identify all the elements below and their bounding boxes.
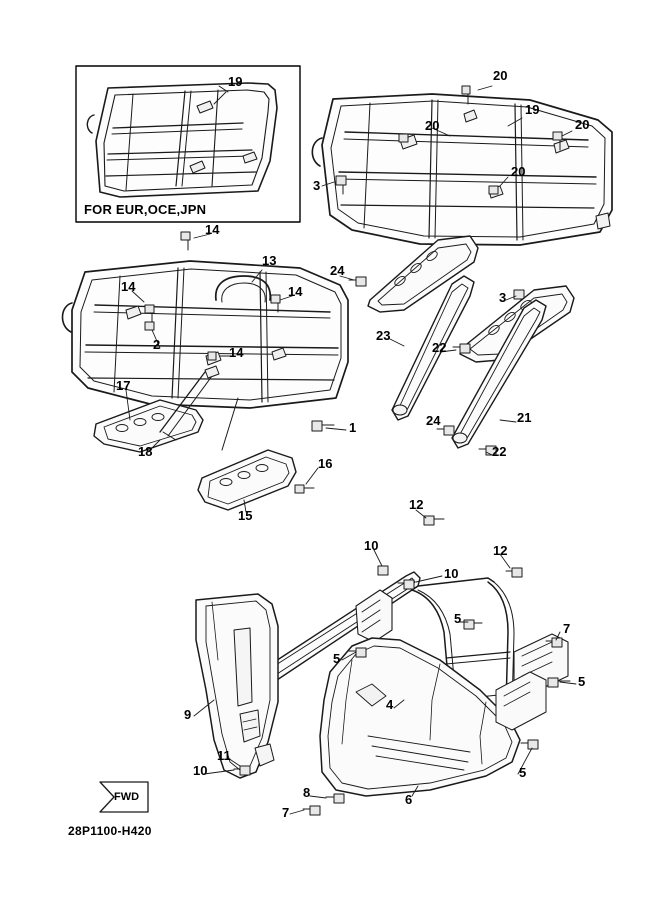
callout-9: 9 xyxy=(184,707,192,722)
callout-16: 16 xyxy=(318,456,333,471)
callout-14: 14 xyxy=(121,279,136,294)
callout-14: 14 xyxy=(229,345,244,360)
callout-6: 6 xyxy=(405,792,413,807)
callout-5: 5 xyxy=(578,674,586,689)
callout-7: 7 xyxy=(282,805,290,820)
callout-17: 17 xyxy=(116,378,131,393)
callout-5: 5 xyxy=(519,765,527,780)
callout-15: 15 xyxy=(238,508,253,523)
callout-22: 22 xyxy=(432,340,447,355)
callout-19: 19 xyxy=(228,74,243,89)
callout-12: 12 xyxy=(493,543,508,558)
callout-8: 8 xyxy=(303,785,311,800)
callout-3: 3 xyxy=(313,178,321,193)
diagram-part-code: 28P1100-H420 xyxy=(68,824,152,838)
callout-7: 7 xyxy=(563,621,571,636)
callout-24: 24 xyxy=(330,263,345,278)
callout-19: 19 xyxy=(525,102,540,117)
callout-4: 4 xyxy=(386,697,394,712)
callout-11: 11 xyxy=(217,748,231,763)
callout-14: 14 xyxy=(205,222,220,237)
bracket-15 xyxy=(198,398,296,510)
callout-18: 18 xyxy=(138,444,153,459)
callout-21: 21 xyxy=(517,410,532,425)
callout-3: 3 xyxy=(499,290,507,305)
callout-20: 20 xyxy=(575,117,590,132)
callout-10: 10 xyxy=(364,538,379,553)
callout-1: 1 xyxy=(349,420,357,435)
callout-24: 24 xyxy=(426,413,441,428)
inset-market-label: FOR EUR,OCE,JPN xyxy=(84,202,207,217)
callout-13: 13 xyxy=(262,253,277,268)
callout-5: 5 xyxy=(454,611,462,626)
callout-10: 10 xyxy=(193,763,208,778)
inset-rack xyxy=(87,83,277,197)
callout-14: 14 xyxy=(288,284,303,299)
front-bumper-assembly xyxy=(196,572,571,796)
callout-5: 5 xyxy=(333,651,341,666)
callout-22: 22 xyxy=(492,444,507,459)
fwd-direction-label: FWD xyxy=(114,791,140,803)
callout-23: 23 xyxy=(376,328,391,343)
callout-10: 10 xyxy=(444,566,459,581)
callout-20: 20 xyxy=(493,68,508,83)
rear-carrier-rack xyxy=(312,94,612,245)
callout-20: 20 xyxy=(511,164,526,179)
callout-20: 20 xyxy=(425,118,440,133)
callout-12: 12 xyxy=(409,497,424,512)
callout-2: 2 xyxy=(153,337,161,352)
